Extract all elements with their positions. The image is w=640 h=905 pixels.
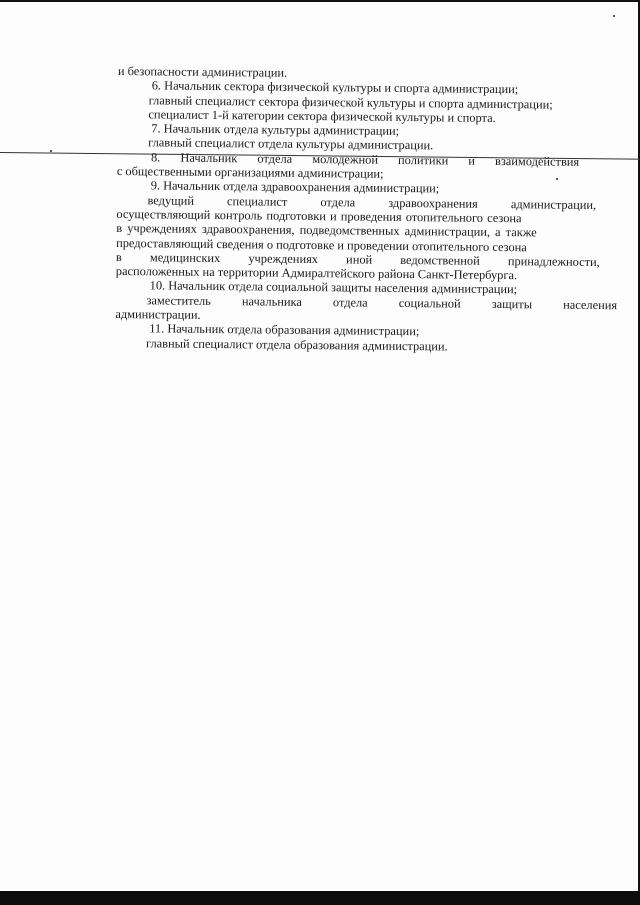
text-line: главный специалист отдела культуры администрации. [148,135,434,153]
text-line: в учреждениях здравоохранения, подведомственных администрации, а также [116,221,537,240]
text-line: осуществляющий контроль подготовки и проведения отопительного сезона [116,206,522,226]
text-line: администрации. [115,307,201,322]
text-line: расположенных на территории Адмиралтейского района Санкт-Петербурга. [115,264,518,283]
text-line: 8. Начальник отдела молодежной политики и взаимодействия [150,150,580,169]
text-line: с общественными организациями администрации; [116,164,384,181]
text-line: 6. Начальник сектора физической культуры и спорта администрации; [151,78,519,97]
text-line: 7. Начальник отдела культуры администрации; [151,121,400,139]
text-line: заместитель начальника отдела социальной защиты населения [146,293,618,312]
text-line: в медицинских учреждениях иной ведомственной принадлежности, [115,249,600,269]
scan-border-top [0,0,640,2]
text-line: специалист 1-й категории сектора физической культуры и спорта. [148,107,496,125]
text-line: главный специалист отдела образования администрации. [146,335,448,354]
text-line: предоставляющий сведения о подготовке и проведении отопительного сезона [116,235,527,254]
text-line: 10. Начальник отдела социальной защиты населения администрации; [149,278,518,297]
text-line: ведущий специалист отдела здравоохранения администрации, [147,192,597,212]
text-line: 9. Начальник отдела здравоохранения администрации; [150,178,440,196]
text-line: и безопасности администрации. [117,64,288,80]
document-body [115,64,618,355]
text-line: 11. Начальник отдела образования администрации; [149,321,420,339]
scan-speck [613,15,615,17]
text-line: главный специалист сектора физической культуры и спорта администрации; [148,92,553,112]
scan-border-bottom [0,891,640,905]
